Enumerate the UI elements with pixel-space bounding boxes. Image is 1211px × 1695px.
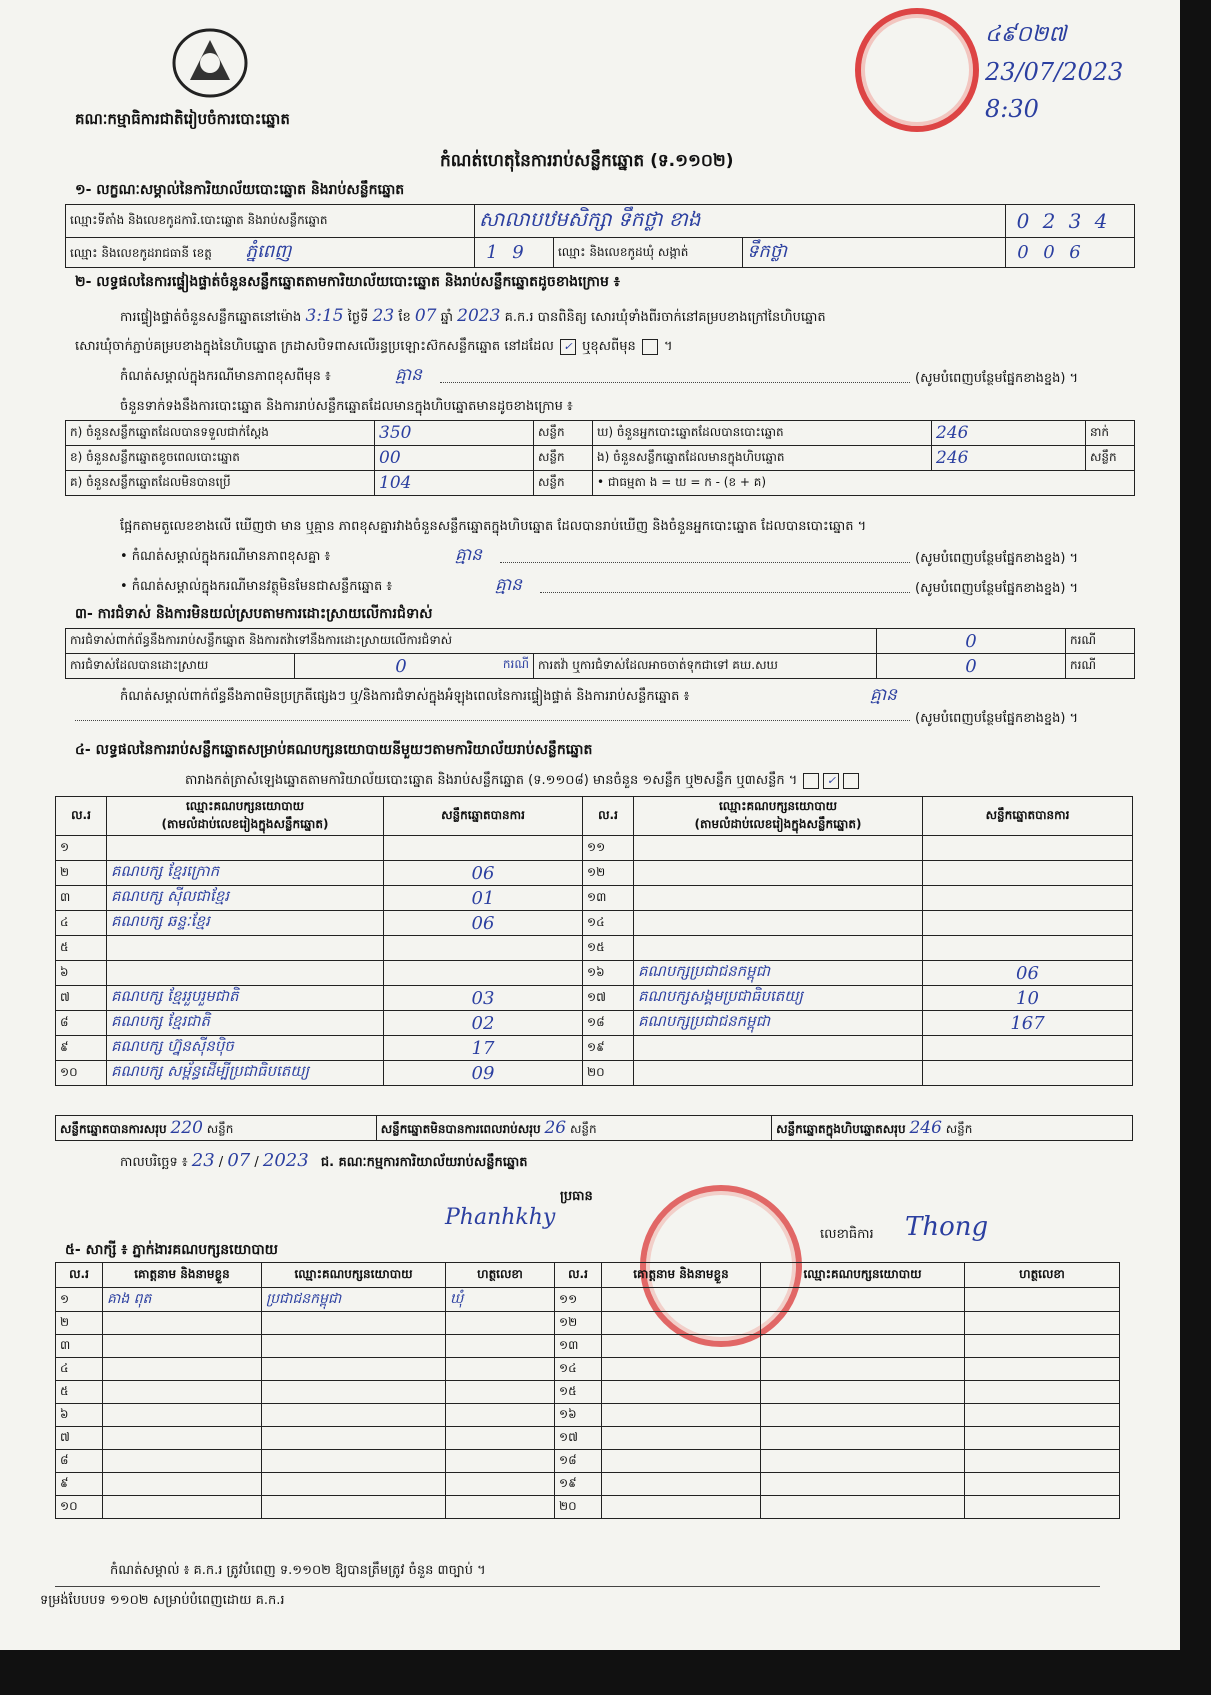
- province-code: 1 9: [475, 238, 554, 268]
- row-no: ១: [56, 836, 107, 861]
- row-no: ៧: [56, 986, 107, 1011]
- row-no: ១១: [583, 836, 634, 861]
- row-no: ១៣: [583, 886, 634, 911]
- note1-value: គ្មាន: [395, 365, 422, 385]
- note2-dotted-line: [500, 562, 910, 563]
- note2-label: • កំណត់សម្គាល់ក្នុងករណីមានភាពខុសគ្នា ៖: [120, 549, 331, 564]
- total-valid: សន្លឹកឆ្នោតបានការសរុប 220 សន្លឹក: [56, 1116, 377, 1141]
- resolved-count: 0 ករណី: [295, 654, 534, 679]
- witness-signature: [446, 1312, 555, 1335]
- signing-date: កាលបរិច្ឆេទ ៖ 23 / 07 / 2023 ជ. គណៈកម្មការការិយាល័យរាប់សន្លឹកឆ្នោត: [120, 1150, 528, 1171]
- irregularity-note-value: គ្មាន: [870, 685, 897, 705]
- stamp-date: 23/07/2023: [985, 58, 1124, 86]
- table-row: [56, 1381, 1120, 1404]
- table-row: [56, 1496, 1120, 1519]
- witness-signature: [965, 1496, 1120, 1519]
- party-votes: 02: [384, 1011, 583, 1036]
- secretary-label: លេខាធិការ: [820, 1227, 874, 1242]
- party-votes: 06: [384, 861, 583, 886]
- row-no: ៨: [56, 1450, 103, 1473]
- witness-party: [761, 1450, 965, 1473]
- row-no: ៥: [56, 1381, 103, 1404]
- witness-name: [103, 1427, 262, 1450]
- row-no: ៣: [56, 1335, 103, 1358]
- witness-party: [262, 1358, 446, 1381]
- table-row: [56, 1427, 1120, 1450]
- irregularity-dotted-line: [75, 720, 910, 721]
- row-no: ៤: [56, 911, 107, 936]
- row-no: ២: [56, 1312, 103, 1335]
- table-row: [56, 961, 1133, 986]
- row-no: ៦: [56, 961, 107, 986]
- row-no: ២០: [555, 1496, 602, 1519]
- witness-party: [262, 1427, 446, 1450]
- party-name: គណបក្ស ហ្វ៊ុនស៊ីនប៉ិច: [107, 1036, 384, 1061]
- party-name: គណបក្សប្រជាជនកម្ពុជា: [634, 1011, 923, 1036]
- row-no: ១៨: [583, 1011, 634, 1036]
- resolved-label: ការជំទាស់ដែលបានដោះស្រាយ: [66, 654, 295, 679]
- col-no-right: ល.រ: [583, 797, 634, 836]
- witness-signature: [965, 1335, 1120, 1358]
- office-label: ឈ្មោះទីតាំង និងលេខកូដការិ.បោះឆ្នោត និងរាប់សន្លឹកឆ្នោត: [66, 205, 475, 238]
- note3-dotted-line: [540, 592, 910, 593]
- note3-label: • កំណត់សម្គាល់ក្នុងករណីមានវត្ថុមិនមែនជាសន្លឹកឆ្នោត ៖: [120, 579, 393, 594]
- row-no: ៣: [56, 886, 107, 911]
- party-name: [107, 936, 384, 961]
- three-sheet-checkbox: [843, 773, 859, 789]
- section5-heading: ៥- សាក្សី ៖ ភ្នាក់ងារគណបក្សនយោបាយ: [65, 1242, 279, 1258]
- party-votes: [923, 886, 1133, 911]
- party-votes: [384, 836, 583, 861]
- official-seal-stamp: [855, 8, 979, 132]
- row-no: ៧: [56, 1427, 103, 1450]
- chair-label: ប្រធាន: [560, 1189, 593, 1204]
- row-no: ១៤: [555, 1358, 602, 1381]
- province-label: ឈ្មោះ និងលេខកូដរាជធានី ខេត្ត ភ្នំពេញ: [66, 238, 475, 268]
- col-votes-right: សន្លឹកឆ្នោតបានការ: [923, 797, 1133, 836]
- w-col-no-right: ល.រ: [555, 1263, 602, 1288]
- col-party-right: ឈ្មោះគណបក្សនយោបាយ (តាមលំដាប់លេខរៀងក្នុងសន្លឹកឆ្នោត): [634, 797, 923, 836]
- witness-signature: [965, 1358, 1120, 1381]
- ballot-row-2: ខ) ចំនួនសន្លឹកឆ្នោតខូចពេលបោះឆ្នោត 00 សន្លឹក ង) ចំនួនសន្លឹកឆ្នោតដែលមានក្នុងហិបឆ្នោត 246 សន្លឹក: [66, 446, 1135, 471]
- table-row: [56, 861, 1133, 886]
- party-votes: [923, 861, 1133, 886]
- witness-table: [55, 1262, 1120, 1519]
- section5-footnote: កំណត់សម្គាល់ ៖ គ.ក.រ ត្រូវបំពេញ ទ.១១០២ ឱ្យបានត្រឹមត្រូវ ចំនួន ៣ច្បាប់ ។: [110, 1563, 486, 1578]
- witness-signature: [965, 1312, 1120, 1335]
- ballots-in-box: 246: [932, 446, 1086, 471]
- row-no: ៥: [56, 936, 107, 961]
- table-row: [56, 936, 1133, 961]
- row-no: ១៧: [555, 1427, 602, 1450]
- witness-name: [602, 1335, 761, 1358]
- page-title: កំណត់ហេតុនៃការរាប់សន្លឹកឆ្នោត (ទ.១១០២): [440, 151, 734, 171]
- party-votes: [384, 961, 583, 986]
- party-name: [634, 886, 923, 911]
- party-votes: 10: [923, 986, 1133, 1011]
- section4-heading: ៤- លទ្ធផលនៃការរាប់សន្លឹកឆ្នោតសម្រាប់គណបក្សនយោបាយនីមួយៗតាមការិយាល័យរាប់សន្លឹកឆ្នោត: [75, 742, 593, 758]
- row-no: ១៨: [555, 1450, 602, 1473]
- row-no: ១: [56, 1288, 103, 1312]
- witness-signature: [965, 1450, 1120, 1473]
- note1-label: កំណត់សម្គាល់ក្នុងករណីមានភាពខុសពីមុន ៖: [120, 369, 331, 384]
- row-no: ៨: [56, 1011, 107, 1036]
- total-box: សន្លឹកឆ្នោតក្នុងហិបឆ្នោតសរុប 246 សន្លឹក: [772, 1116, 1133, 1141]
- party-votes: 17: [384, 1036, 583, 1061]
- row-no: ១៦: [583, 961, 634, 986]
- note2-value: គ្មាន: [455, 545, 482, 565]
- party-name: [634, 1061, 923, 1086]
- witness-party: [761, 1288, 965, 1312]
- table-row: [56, 1450, 1120, 1473]
- witness-signature: [446, 1496, 555, 1519]
- section3-heading: ៣- ការជំទាស់ និងការមិនយល់ស្របតាមការដោះស្រាយលើការជំទាស់: [75, 606, 433, 622]
- witness-name: [103, 1358, 262, 1381]
- party-name: គណបក្ស ឆន្ទៈខ្មែរ: [107, 911, 384, 936]
- witness-signature: ឃុំ: [446, 1288, 555, 1312]
- formula-note: • ជាធម្មតា ង = ឃ = ក - (ខ + គ): [593, 471, 1135, 496]
- fill-hint-3: (សូមបំពេញបន្ថែមផ្នែកខាងខ្នង) ។: [915, 581, 1079, 596]
- nec-emblem-icon: [170, 25, 250, 100]
- witness-name: [602, 1450, 761, 1473]
- ballot-row-3: គ) ចំនួនសន្លឹកឆ្នោតដែលមិនបានប្រើ 104 សន្លឹក • ជាធម្មតា ង = ឃ = ក - (ខ + គ): [66, 471, 1135, 496]
- witness-party: [761, 1312, 965, 1335]
- witness-signature: [446, 1450, 555, 1473]
- party-votes: [384, 936, 583, 961]
- w-col-party-left: ឈ្មោះគណបក្សនយោបាយ: [262, 1263, 446, 1288]
- witness-name: គាង ពុត: [103, 1288, 262, 1312]
- witness-party: [262, 1312, 446, 1335]
- witness-name: [103, 1473, 262, 1496]
- party-name: គណបក្ស សម្ព័ន្ធដើម្បីប្រជាធិបតេយ្យ: [107, 1061, 384, 1086]
- section4-intro: តារាងកត់ត្រាសំឡេងឆ្នោតតាមការិយាល័យបោះឆ្នោត និងរាប់សន្លឹកឆ្នោត (ទ.១១០៨) មានចំនួន ១សន្លឹក ឬ២សន្លឹក ឬ៣សន្លឹក ។ ✓: [185, 772, 861, 791]
- row-no: ៩: [56, 1473, 103, 1496]
- org-name: គណៈកម្មាធិការជាតិរៀបចំការបោះឆ្នោត: [75, 110, 290, 128]
- witness-name: [103, 1450, 262, 1473]
- fill-hint-2: (សូមបំពេញបន្ថែមផ្នែកខាងខ្នង) ។: [915, 551, 1079, 566]
- one-sheet-checkbox: [803, 773, 819, 789]
- irregularity-note-label: កំណត់សម្គាល់ពាក់ព័ន្ធនឹងភាពមិនប្រក្រតីផ្សេងៗ ឬ/និងការជំទាស់ក្នុងអំឡុងពេលនៃការផ្ទៀងផ្ទាត់ និងការរាប់សន្លឹកឆ្នោត ៖: [120, 689, 690, 704]
- witness-signature: [965, 1288, 1120, 1312]
- table-row: [56, 1335, 1120, 1358]
- witness-party: [761, 1496, 965, 1519]
- row-no: ១៣: [555, 1335, 602, 1358]
- party-votes: [923, 1061, 1133, 1086]
- table-row: [56, 836, 1133, 861]
- party-name: [634, 1036, 923, 1061]
- verify-time: 3:15: [305, 306, 344, 326]
- row-no: ១០: [56, 1061, 107, 1086]
- verify-day: 23: [372, 306, 395, 326]
- witness-signature: [446, 1473, 555, 1496]
- spoiled-ballots: 00: [375, 446, 534, 471]
- party-results-table: [55, 796, 1133, 1086]
- witness-party: [761, 1427, 965, 1450]
- table-row: [56, 1061, 1133, 1086]
- w-col-name-left: គោត្តនាម និងនាមខ្លួន: [103, 1263, 262, 1288]
- w-col-sign-right: ហត្ថលេខា: [965, 1263, 1120, 1288]
- note3-value: គ្មាន: [495, 575, 522, 595]
- witness-signature: [965, 1381, 1120, 1404]
- witness-name: [103, 1335, 262, 1358]
- row-no: ២: [56, 861, 107, 886]
- party-name: [634, 911, 923, 936]
- form-footer: ទម្រង់បែបបទ ១១០២ សម្រាប់បំពេញដោយ គ.ក.រ: [40, 1593, 285, 1608]
- row-no: ១០: [56, 1496, 103, 1519]
- witness-party: [761, 1358, 965, 1381]
- party-name: គណបក្សសង្គមប្រជាធិបតេយ្យ: [634, 986, 923, 1011]
- row-no: ២០: [583, 1061, 634, 1086]
- party-votes: 06: [384, 911, 583, 936]
- party-name: គណបក្សប្រជាជនកម្ពុជា: [634, 961, 923, 986]
- table-row: [56, 1473, 1120, 1496]
- col-no-left: ល.រ: [56, 797, 107, 836]
- witness-signature: [446, 1404, 555, 1427]
- witness-party: [761, 1381, 965, 1404]
- row-no: ១៥: [583, 936, 634, 961]
- w-col-name-right: គោត្តនាម និងនាមខ្លួន: [602, 1263, 761, 1288]
- w-col-party-right: ឈ្មោះគណបក្សនយោបាយ: [761, 1263, 965, 1288]
- compare-text: ផ្អែកតាមតួលេខខាងលើ ឃើញថា មាន ឬគ្មាន ភាពខុសគ្នារវាងចំនួនសន្លឹកឆ្នោតក្នុងហិបឆ្នោត ដែលបានរាប់ឃើញ និងចំនួនអ្នកបោះឆ្នោត ដែលបានបោះឆ្នោត ។: [120, 519, 867, 534]
- witness-signature: [446, 1427, 555, 1450]
- escalated-label: ការតវ៉ា ឬការជំទាស់ដែលអាចចាត់ទុកជាទៅ គឃ.សឃ: [534, 654, 877, 679]
- section2-heading: ២- លទ្ធផលនៃការផ្ទៀងផ្ទាត់ចំនួនសន្លឹកឆ្នោតតាមការិយាល័យបោះឆ្នោត និងរាប់សន្លឹកឆ្នោតដូចខាងក្រោម ៖: [75, 274, 620, 290]
- table-row: [56, 1011, 1133, 1036]
- party-votes: [923, 836, 1133, 861]
- ballot-row-1: ក) ចំនួនសន្លឹកឆ្នោតដែលបានទទួលជាក់ស្តែង 350 សន្លឹក ឃ) ចំនួនអ្នកបោះឆ្នោតដែលបានបោះឆ្នោត 246 នាក់: [66, 421, 1135, 446]
- unchanged-checkbox: ✓: [560, 339, 576, 355]
- commune-code: 0 0 6: [1006, 238, 1135, 268]
- row-no: ១១: [555, 1288, 602, 1312]
- commune-label: ឈ្មោះ និងលេខកូដឃុំ សង្កាត់: [554, 238, 743, 268]
- row-no: ១៥: [555, 1381, 602, 1404]
- table-row: [56, 1312, 1120, 1335]
- table-row: [56, 1288, 1120, 1312]
- witness-party: [761, 1404, 965, 1427]
- table-row: [56, 1404, 1120, 1427]
- section1-heading: ១- លក្ខណៈសម្គាល់នៃការិយាល័យបោះឆ្នោត និងរាប់សន្លឹកឆ្នោត: [75, 182, 405, 198]
- party-name: [634, 936, 923, 961]
- witness-name: [103, 1404, 262, 1427]
- table-row: [56, 886, 1133, 911]
- verification-line: ការផ្ទៀងផ្ទាត់ចំនួនសន្លឹកឆ្នោតនៅម៉ោង 3:15 ថ្ងៃទី 23 ខែ 07 ឆ្នាំ 2023 គ.ក.រ បានពិនិត្យ សោរឃុំទាំងពីរចាក់នៅគម្របខាងក្រៅនៃហិបឆ្នោត: [120, 306, 826, 326]
- commune-name: ទឹកថ្លា: [743, 238, 1006, 268]
- row-no: ១៤: [583, 911, 634, 936]
- stamp-id: ៤៩០២៧: [985, 22, 1067, 47]
- received-ballots: 350: [375, 421, 534, 446]
- table-row: [56, 1036, 1133, 1061]
- party-votes: 09: [384, 1061, 583, 1086]
- ballot-numbers-table: [65, 420, 1135, 496]
- voters-count: 246: [932, 421, 1086, 446]
- party-name: [107, 836, 384, 861]
- col-votes-left: សន្លឹកឆ្នោតបានការ: [384, 797, 583, 836]
- table-row: [56, 1358, 1120, 1381]
- secretary-signature: Thong: [905, 1212, 989, 1242]
- witness-name: [602, 1381, 761, 1404]
- witness-party: [262, 1450, 446, 1473]
- party-votes: [923, 1036, 1133, 1061]
- w-col-no-left: ល.រ: [56, 1263, 103, 1288]
- party-name: គណបក្ស ខ្មែររួបរួមជាតិ: [107, 986, 384, 1011]
- party-name: [634, 836, 923, 861]
- two-sheet-checkbox: ✓: [823, 773, 839, 789]
- row-no: ១២: [555, 1312, 602, 1335]
- witness-name: [602, 1404, 761, 1427]
- witness-name: [103, 1496, 262, 1519]
- party-name: [107, 961, 384, 986]
- witness-party: [262, 1496, 446, 1519]
- objection-label: ការជំទាស់ពាក់ព័ន្ធនឹងការរាប់សន្លឹកឆ្នោត និងការតវ៉ាទៅនឹងការដោះស្រាយលើការជំទាស់: [66, 629, 877, 654]
- office-name: សាលាបឋមសិក្សា ទឹកថ្លា ខាង: [475, 205, 1006, 238]
- witness-name: [103, 1312, 262, 1335]
- objections-table: ការជំទាស់ពាក់ព័ន្ធនឹងការរាប់សន្លឹកឆ្នោត និងការតវ៉ាទៅនឹងការដោះស្រាយលើការជំទាស់ 0 ករណី ការជំទាស់ដែលបានដោះស្រាយ 0 ករណី ការតវ៉ា ឬការជំទាស់ដែលអាចចាត់ទុកជាទៅ គឃ.សឃ 0 ករណី: [65, 628, 1135, 679]
- row-no: ៦: [56, 1404, 103, 1427]
- witness-signature: [446, 1335, 555, 1358]
- party-votes: 167: [923, 1011, 1133, 1036]
- verify-month: 07: [414, 306, 437, 326]
- province-name: ភ្នំពេញ: [245, 241, 292, 262]
- witness-signature: [446, 1358, 555, 1381]
- witness-name: [602, 1427, 761, 1450]
- witness-name: [602, 1288, 761, 1312]
- witness-signature: [965, 1473, 1120, 1496]
- party-votes: [923, 911, 1133, 936]
- party-votes: 03: [384, 986, 583, 1011]
- party-votes: [923, 936, 1133, 961]
- seal-check-line: សោរឃុំចាក់ភ្ជាប់គម្របខាងក្នុងនៃហិបឆ្នោត ក្រដាសបិទពាសលើរន្ធប្រឡោះស៊កសន្លឹកឆ្នោត នៅដដែល ✓ ឬខុសពីមុន ។: [75, 339, 673, 354]
- table-row: [56, 911, 1133, 936]
- row-no: ១៩: [583, 1036, 634, 1061]
- totals-table: [55, 1115, 1133, 1141]
- col-party-left: ឈ្មោះគណបក្សនយោបាយ (តាមលំដាប់លេខរៀងក្នុងសន្លឹកឆ្នោត): [107, 797, 384, 836]
- footer-divider: [55, 1586, 1100, 1587]
- party-votes: 06: [923, 961, 1133, 986]
- w-col-sign-left: ហត្ថលេខា: [446, 1263, 555, 1288]
- witness-signature: [965, 1404, 1120, 1427]
- witness-name: [602, 1473, 761, 1496]
- witness-signature: [446, 1381, 555, 1404]
- witness-party: [262, 1404, 446, 1427]
- party-votes: 01: [384, 886, 583, 911]
- witness-name: [602, 1496, 761, 1519]
- witness-name: [602, 1312, 761, 1335]
- verify-year: 2023: [457, 306, 501, 326]
- party-name: គណបក្ស ខ្មែរជាតិ: [107, 1011, 384, 1036]
- total-invalid: សន្លឹកឆ្នោតមិនបានការពេលរាប់សរុប 26 សន្លឹក: [376, 1116, 771, 1141]
- numbers-intro: ចំនួនទាក់ទងនឹងការបោះឆ្នោត និងការរាប់សន្លឹកឆ្នោតដែលមានក្នុងហិបឆ្នោតមានដូចខាងក្រោម ៖: [120, 399, 573, 414]
- witness-party: [761, 1473, 965, 1496]
- fill-hint-1: (សូមបំពេញបន្ថែមផ្នែកខាងខ្នង) ។: [915, 371, 1079, 386]
- chair-signature: Phanhkhy: [445, 1205, 556, 1230]
- witness-signature: [965, 1427, 1120, 1450]
- witness-name: [602, 1358, 761, 1381]
- row-no: ៩: [56, 1036, 107, 1061]
- witness-party: [761, 1335, 965, 1358]
- row-no: ១៦: [555, 1404, 602, 1427]
- fill-hint-4: (សូមបំពេញបន្ថែមផ្នែកខាងខ្នង) ។: [915, 711, 1079, 726]
- party-name: គណបក្ស ស៊ីលជាខ្មែរ: [107, 886, 384, 911]
- row-no: ១៧: [583, 986, 634, 1011]
- party-name: [634, 861, 923, 886]
- witness-party: [262, 1381, 446, 1404]
- row-no: ១២: [583, 861, 634, 886]
- stamp-time: 8:30: [985, 95, 1039, 123]
- witness-name: [103, 1381, 262, 1404]
- table-row: [56, 986, 1133, 1011]
- row-no: ៤: [56, 1358, 103, 1381]
- witness-party: [262, 1473, 446, 1496]
- unused-ballots: 104: [375, 471, 534, 496]
- party-name: គណបក្ស ខ្មែរក្រោក: [107, 861, 384, 886]
- escalated-count: 0: [877, 654, 1066, 679]
- changed-checkbox: [642, 339, 658, 355]
- note1-dotted-line: [440, 382, 910, 383]
- witness-party: ប្រជាជនកម្ពុជា: [262, 1288, 446, 1312]
- objection-count: 0: [877, 629, 1066, 654]
- witness-party: [262, 1335, 446, 1358]
- office-code: 0 2 3 4: [1006, 205, 1135, 238]
- row-no: ១៩: [555, 1473, 602, 1496]
- section1-table: [65, 204, 1135, 268]
